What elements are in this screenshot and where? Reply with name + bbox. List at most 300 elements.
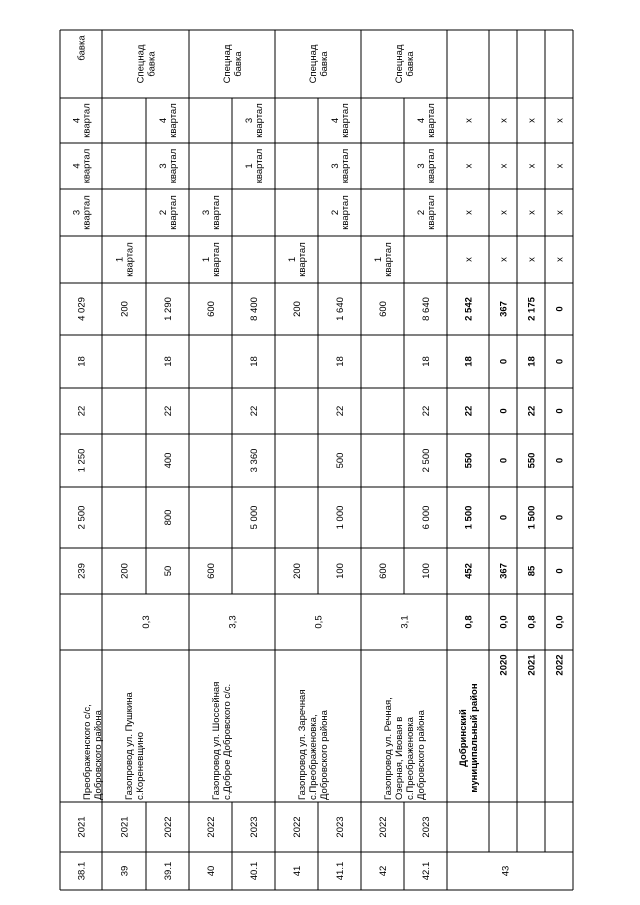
summary-x xyxy=(499,118,510,123)
summary-c1 xyxy=(527,565,538,576)
cell-c1 xyxy=(77,563,88,579)
summary-number xyxy=(501,866,512,877)
cell-c6 xyxy=(163,297,174,321)
quarter-cell-line: квартал xyxy=(168,103,179,138)
cell-c1 xyxy=(163,566,174,577)
summary-x-line: х xyxy=(554,257,566,262)
quarter-cell xyxy=(416,103,437,138)
row-number xyxy=(249,862,260,881)
quarter-cell-line: квартал xyxy=(426,148,437,184)
summary-x-line: х xyxy=(554,210,566,215)
row-year xyxy=(421,816,432,837)
cell-c2 xyxy=(421,506,432,530)
cell-c6 xyxy=(120,301,131,317)
cell-c6-line: 600 xyxy=(378,301,389,317)
cell-c5-line: 18 xyxy=(421,356,432,367)
cell-c5-line: 18 xyxy=(335,356,346,367)
cell-c4-line: 22 xyxy=(335,405,346,417)
object-name-line: Озерная, Ивовая в xyxy=(394,716,405,800)
last-col-note xyxy=(222,44,244,83)
summary-c3 xyxy=(499,458,510,463)
cell-c1 xyxy=(292,563,303,579)
row-number-line: 38.1 xyxy=(76,861,88,881)
summary-c6 xyxy=(555,306,566,311)
object-name-line: Газопровод ул. Заречная xyxy=(297,689,308,800)
object-name-line: Газопровод ул. Шоссейная xyxy=(211,681,222,800)
cell-c1 xyxy=(120,563,131,579)
row-year-line: 2023 xyxy=(335,816,346,838)
cell-c1 xyxy=(378,563,389,579)
cell-c5 xyxy=(421,356,432,367)
cell-c2-line: 6 000 xyxy=(421,505,432,530)
summary-c5 xyxy=(555,359,566,364)
last-col-note-line: Спецнад xyxy=(308,44,319,84)
summary-x-line: х xyxy=(498,163,510,169)
quarter-cell xyxy=(201,195,222,230)
summary-c5-line: 18 xyxy=(526,356,538,367)
row-year xyxy=(77,816,88,837)
summary-km xyxy=(527,615,538,628)
object-name-line: с.Доброе Добровского с/с. xyxy=(222,683,233,800)
summary-x xyxy=(499,210,510,215)
summary-title xyxy=(458,683,480,792)
object-name-line: с.Кореневщино xyxy=(135,731,146,800)
summary-c1-line: 0 xyxy=(554,568,566,574)
summary-x xyxy=(464,163,475,168)
summary-x xyxy=(555,118,566,123)
summary-c4 xyxy=(499,408,510,413)
row-name xyxy=(82,704,104,800)
quarter-cell-line: квартал xyxy=(426,195,437,230)
cell-c6-line: 200 xyxy=(119,301,131,317)
cell-c2 xyxy=(77,506,88,530)
cell-c4 xyxy=(335,406,346,417)
summary-c6 xyxy=(527,296,538,320)
row-year-line: 2023 xyxy=(249,816,260,838)
cell-c6-line: 200 xyxy=(292,301,303,317)
cell-c1 xyxy=(421,563,432,579)
object-name xyxy=(211,682,233,800)
row-number-line: 41 xyxy=(292,865,303,877)
quarter-cell xyxy=(158,149,179,184)
row-number-line: 40 xyxy=(206,865,217,877)
quarter-cell xyxy=(158,195,179,230)
row-number xyxy=(163,862,174,881)
summary-c6 xyxy=(464,297,475,321)
summary-x xyxy=(464,257,475,262)
summary-year xyxy=(527,654,538,676)
summary-x-line: х xyxy=(498,118,510,123)
quarter-cell xyxy=(115,242,136,277)
summary-c6-line: 0 xyxy=(554,306,566,312)
summary-c4 xyxy=(527,406,538,417)
last-col-note-line: Спецнад xyxy=(222,44,233,84)
summary-x xyxy=(555,257,566,262)
quarter-cell xyxy=(244,149,265,184)
last-col-note xyxy=(136,44,158,83)
cell-c5 xyxy=(163,356,174,367)
summary-c3 xyxy=(555,458,566,463)
cell-c3 xyxy=(77,449,88,473)
cell-c3 xyxy=(421,449,432,473)
object-name-line: с.Преображеновка xyxy=(405,717,416,800)
summary-year xyxy=(555,654,566,675)
summary-c3-line: 0 xyxy=(498,457,510,464)
length-km xyxy=(400,615,411,628)
summary-c1-line: 85 xyxy=(526,565,538,577)
cell-c5-line: 18 xyxy=(76,356,88,367)
cell-c3-line: 400 xyxy=(163,452,174,469)
quarter-cell xyxy=(72,195,93,230)
last-col-note-line: Спецнад xyxy=(394,44,405,84)
summary-c4 xyxy=(555,408,566,413)
row-year-line: 2023 xyxy=(421,816,432,838)
summary-c6-line: 367 xyxy=(498,301,510,317)
cell-c2-line: 1 000 xyxy=(335,505,346,530)
cell-c6 xyxy=(421,297,432,321)
summary-x-line: х xyxy=(498,257,510,262)
row-year-line: 2021 xyxy=(119,816,131,838)
summary-c6-line: 2 175 xyxy=(526,297,538,321)
summary-c5 xyxy=(527,356,538,367)
cell-c4 xyxy=(421,406,432,417)
cell-c1-line: 50 xyxy=(163,565,174,577)
summary-x-line: х xyxy=(526,163,538,169)
row-year xyxy=(120,816,131,837)
summary-number-line: 43 xyxy=(500,865,512,877)
summary-c4-line: 22 xyxy=(526,405,538,417)
summary-x-line: х xyxy=(463,210,475,215)
row-number xyxy=(335,862,346,881)
row-number xyxy=(378,866,389,877)
row-number-line: 41.1 xyxy=(335,861,346,881)
quarter-cell-line: 1 xyxy=(287,256,298,263)
quarter-cell-line: квартал xyxy=(81,103,93,138)
cell-c4 xyxy=(249,406,260,417)
cell-c4-line: 22 xyxy=(249,405,260,417)
cell-c6 xyxy=(206,301,217,317)
cell-c6-line: 8 640 xyxy=(421,297,432,321)
quarter-cell-line: квартал xyxy=(340,148,351,184)
summary-c5 xyxy=(464,356,475,367)
quarter-cell-line: 2 xyxy=(330,209,341,216)
object-name-line: Добровского района xyxy=(416,710,427,800)
cell-c6-line: 1 640 xyxy=(335,297,346,321)
summary-x-line: х xyxy=(526,257,538,262)
length-km-line: 3,1 xyxy=(399,615,411,629)
quarter-cell-line: 4 xyxy=(330,117,341,124)
cell-c3 xyxy=(335,453,346,469)
cell-c1-line: 100 xyxy=(421,563,432,579)
cell-c1 xyxy=(206,563,217,579)
row-year-line: 2021 xyxy=(76,816,88,838)
quarter-cell-line: 1 xyxy=(373,256,384,263)
summary-km xyxy=(555,615,566,628)
cell-c4-line: 22 xyxy=(421,405,432,417)
row-number-line: 39.1 xyxy=(163,861,174,881)
row-year xyxy=(206,816,217,837)
cell-c1-line: 100 xyxy=(335,563,346,579)
summary-x-line: х xyxy=(526,118,538,123)
cell-c6 xyxy=(292,301,303,317)
summary-year-line: 2021 xyxy=(526,654,538,676)
summary-c5-line: 0 xyxy=(554,358,566,365)
length-km xyxy=(228,615,239,628)
summary-x xyxy=(499,257,510,262)
quarter-cell-line: 4 xyxy=(71,163,83,169)
quarter-cell-line: квартал xyxy=(168,195,179,230)
summary-x xyxy=(499,163,510,168)
summary-x-line: х xyxy=(554,163,566,169)
length-km-line: 0,5 xyxy=(313,615,325,629)
cell-c2-line: 5 000 xyxy=(249,505,260,530)
summary-title-line: Добринский xyxy=(458,709,469,767)
quarter-cell-line: квартал xyxy=(426,103,437,138)
summary-c2-line: 1 500 xyxy=(526,505,538,530)
summary-c3 xyxy=(527,453,538,469)
summary-km-line: 0,0 xyxy=(554,615,566,629)
length-km xyxy=(141,615,152,628)
summary-x xyxy=(527,257,538,262)
quarter-cell-line: 4 xyxy=(158,117,169,124)
summary-c5-line: 0 xyxy=(498,358,510,365)
summary-km-line: 0,8 xyxy=(463,615,475,629)
quarter-cell xyxy=(416,195,437,230)
summary-c2-line: 1 500 xyxy=(463,505,475,530)
cell-c2 xyxy=(249,506,260,530)
cell-c2-line: 800 xyxy=(163,509,174,526)
cell-c6-line: 1 290 xyxy=(163,297,174,321)
quarter-cell xyxy=(72,149,93,184)
length-km-line: 3,3 xyxy=(227,615,239,629)
summary-x xyxy=(464,118,475,123)
cell-c6-line: 8 400 xyxy=(249,297,260,321)
summary-x-line: х xyxy=(463,118,475,123)
last-col-note-line: Спецнад xyxy=(135,44,147,84)
object-name xyxy=(383,697,427,800)
summary-c6 xyxy=(499,301,510,317)
cell-c1-line: 200 xyxy=(292,563,303,579)
summary-c2 xyxy=(499,515,510,520)
summary-c2 xyxy=(527,506,538,530)
row-name-line: Добровского района xyxy=(93,710,104,800)
quarter-cell-line: 2 xyxy=(416,209,427,216)
quarter-cell-line: 3 xyxy=(330,163,341,169)
quarter-cell xyxy=(158,103,179,138)
cell-c6-line: 4 029 xyxy=(76,297,88,321)
summary-c3-line: 550 xyxy=(526,452,538,469)
row-number-line: 42 xyxy=(378,865,389,877)
object-name-line: Газопровод ул. Речная, xyxy=(383,697,394,800)
summary-title-line: муниципальный район xyxy=(469,683,480,793)
summary-year-line: 2020 xyxy=(498,654,510,676)
row-year xyxy=(249,816,260,837)
summary-km xyxy=(464,615,475,628)
cell-c6 xyxy=(335,297,346,321)
summary-c1-line: 452 xyxy=(463,563,475,579)
cell-c5 xyxy=(77,356,88,367)
cell-c3 xyxy=(163,453,174,469)
summary-x-line: х xyxy=(554,118,566,123)
last-col-note xyxy=(394,44,416,83)
quarter-cell-line: квартал xyxy=(81,195,93,230)
quarter-cell xyxy=(244,103,265,138)
object-name-line: Добровского района xyxy=(319,710,330,800)
summary-c1-line: 367 xyxy=(498,563,510,579)
row-year-line: 2022 xyxy=(378,816,389,838)
quarter-cell-line: квартал xyxy=(383,242,394,277)
summary-c4-line: 22 xyxy=(463,405,475,417)
summary-km xyxy=(499,615,510,628)
summary-x-line: х xyxy=(526,210,538,215)
summary-c5 xyxy=(499,359,510,364)
summary-c2 xyxy=(555,515,566,520)
summary-c3-line: 550 xyxy=(463,452,475,469)
cell-c3 xyxy=(249,449,260,473)
length-km xyxy=(314,615,325,628)
cell-c6-line: 600 xyxy=(206,301,217,317)
cell-c5-line: 18 xyxy=(163,356,174,367)
last-col-note xyxy=(308,44,330,83)
quarter-cell xyxy=(72,103,93,138)
quarter-cell-line: 4 xyxy=(416,117,427,124)
summary-x xyxy=(464,210,475,215)
last-col-note-line: бавка xyxy=(405,51,416,77)
summary-km-line: 0,0 xyxy=(498,615,510,629)
cell-c5-line: 18 xyxy=(249,356,260,367)
row-year-line: 2022 xyxy=(206,816,217,838)
row-number xyxy=(77,862,88,881)
object-name-line: с.Преображеновка, xyxy=(308,714,319,800)
summary-c4-line: 0 xyxy=(554,408,566,414)
summary-x xyxy=(527,210,538,215)
row-number-line: 42.1 xyxy=(421,861,432,881)
object-name-line: Газопровод ул. Пушкина xyxy=(124,692,135,800)
summary-x xyxy=(527,118,538,123)
quarter-cell xyxy=(373,242,394,277)
quarter-cell-line: квартал xyxy=(81,148,93,184)
cell-c2-line: 2 500 xyxy=(76,505,88,530)
cell-c5 xyxy=(249,356,260,367)
summary-c4 xyxy=(464,406,475,417)
last-col-note-line: бавка xyxy=(146,51,158,77)
cell-c2 xyxy=(163,510,174,526)
object-name xyxy=(124,691,146,800)
summary-km-line: 0,8 xyxy=(526,615,538,629)
summary-x xyxy=(555,210,566,215)
row-last-line: бавка xyxy=(76,35,88,61)
row-number-line: 40.1 xyxy=(249,861,260,881)
summary-x xyxy=(555,163,566,168)
length-km-line: 0,3 xyxy=(141,615,152,629)
summary-c2-line: 0 xyxy=(554,514,566,521)
row-year xyxy=(378,816,389,837)
summary-c1 xyxy=(499,563,510,579)
summary-c2-line: 0 xyxy=(498,514,510,521)
cell-c6 xyxy=(249,297,260,321)
quarter-cell-line: квартал xyxy=(168,148,179,184)
cell-c1-line: 239 xyxy=(76,563,88,579)
cell-c1-line: 600 xyxy=(206,563,217,579)
summary-c2 xyxy=(464,506,475,530)
row-year xyxy=(335,816,346,837)
summary-x xyxy=(527,163,538,168)
summary-c6-line: 2 542 xyxy=(463,297,475,321)
summary-c1 xyxy=(464,563,475,579)
quarter-cell xyxy=(201,242,222,277)
object-name xyxy=(297,690,330,801)
quarter-cell-line: 3 xyxy=(416,163,427,169)
row-number xyxy=(206,866,217,877)
quarter-cell-line: 3 xyxy=(244,117,255,124)
summary-x-line: х xyxy=(463,163,475,169)
row-year xyxy=(163,816,174,837)
summary-year-line: 2022 xyxy=(554,654,566,676)
summary-c3-line: 0 xyxy=(554,457,566,464)
quarter-cell-line: квартал xyxy=(211,195,222,230)
summary-x-line: х xyxy=(498,210,510,215)
cell-c6 xyxy=(77,297,88,321)
summary-c3 xyxy=(464,453,475,469)
quarter-cell-line: квартал xyxy=(297,242,308,277)
row-year-line: 2022 xyxy=(163,816,174,838)
row-number xyxy=(421,862,432,881)
cell-c3-line: 2 500 xyxy=(421,448,432,473)
cell-c1 xyxy=(335,563,346,579)
cell-c4 xyxy=(77,406,88,417)
last-col-note-line: бавка xyxy=(319,51,330,77)
row-name-line: Преображенского с/с, xyxy=(82,704,93,800)
quarter-cell-line: 1 xyxy=(114,256,126,263)
summary-x-line: х xyxy=(463,257,475,262)
cell-c4-line: 22 xyxy=(76,405,88,417)
summary-c5-line: 18 xyxy=(463,356,475,367)
summary-c4-line: 0 xyxy=(498,408,510,414)
cell-c3-line: 1 250 xyxy=(76,448,88,473)
summary-year xyxy=(499,654,510,675)
row-number xyxy=(292,866,303,877)
quarter-cell-line: 4 xyxy=(71,117,83,124)
cell-c1-line: 600 xyxy=(378,563,389,579)
cell-c3-line: 500 xyxy=(335,452,346,469)
cell-c4 xyxy=(163,406,174,417)
cell-c3-line: 3 360 xyxy=(249,448,260,473)
quarter-cell xyxy=(330,195,351,230)
last-col-note-line: бавка xyxy=(233,51,244,77)
quarter-cell-line: квартал xyxy=(340,195,351,230)
row-year xyxy=(292,816,303,837)
quarter-cell xyxy=(330,103,351,138)
quarter-cell xyxy=(287,242,308,277)
quarter-cell-line: 3 xyxy=(158,163,169,169)
quarter-cell-line: 1 xyxy=(201,256,212,263)
quarter-cell-line: квартал xyxy=(254,103,265,138)
summary-c1 xyxy=(555,568,566,573)
quarter-cell-line: квартал xyxy=(254,148,265,184)
cell-c4-line: 22 xyxy=(163,405,174,417)
quarter-cell-line: 3 xyxy=(71,209,83,216)
cell-c2 xyxy=(335,506,346,530)
quarter-cell-line: 3 xyxy=(201,209,212,216)
quarter-cell-line: 1 xyxy=(244,163,255,169)
quarter-cell-line: квартал xyxy=(124,242,136,277)
quarter-cell-line: квартал xyxy=(211,242,222,277)
row-last xyxy=(77,35,88,61)
row-number xyxy=(120,866,131,877)
quarter-cell xyxy=(416,149,437,184)
row-year-line: 2022 xyxy=(292,816,303,838)
quarter-cell-line: квартал xyxy=(340,103,351,138)
